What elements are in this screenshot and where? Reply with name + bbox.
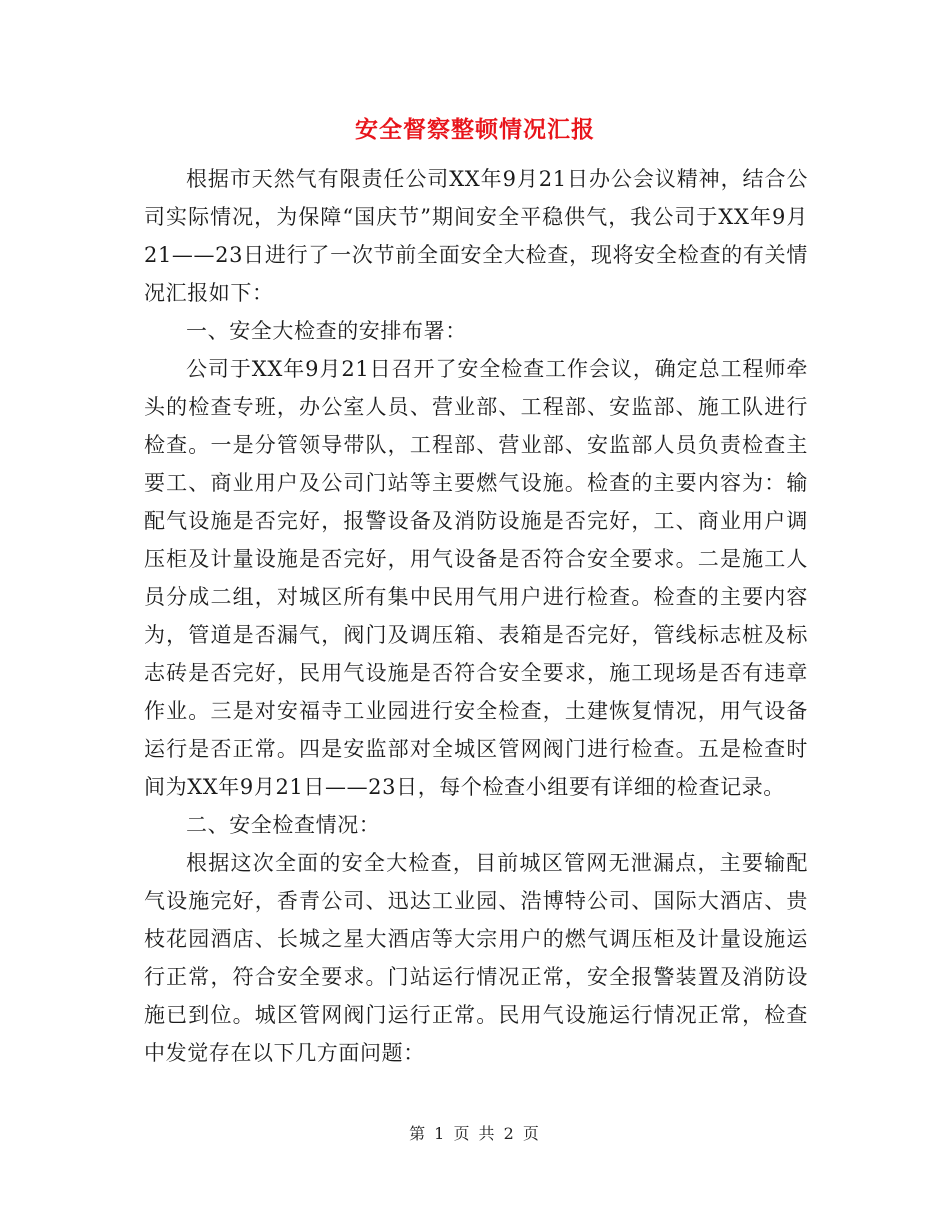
document-title: 安全督察整顿情况汇报 (355, 116, 595, 143)
paragraph-inspection: 根据这次全面的安全大检查，目前城区管网无泄漏点，主要输配气设施完好，香青公司、迅达工业园、浩博特公司、国际大酒店、贵枝花园酒店、长城之星大酒店等大宗用户的燃气调压柜及计量设施运行正常，符合安全要求。门站运行情况正常，安全报警装置及消防设施已到位。城区管网阀门运行正常。民用气设施运行情况正常，检查中发觉存在以下几方面问题： (144, 851, 808, 1065)
document-body (144, 160, 808, 1072)
page-footer: 第 1 页 共 2 页 (409, 1124, 541, 1143)
section-heading-inspection: 二、安全检查情况： (186, 813, 381, 837)
paragraph-arrangement: 公司于XX年9月21日召开了安全检查工作会议，确定总工程师牵头的检查专班，办公室人员、营业部、工程部、安监部、施工队进行检查。一是分管领导带队，工程部、营业部、安监部人员负责检查主要工、商业用户及公司门站等主要燃气设施。检查的主要内容为：输配气设施是否完好，报警设备及消防设施是否完好，工、商业用户调压柜及计量设施是否完好，用气设备是否符合安全要求。二是施工人员分成二组，对城区所有集中民用气用户进行检查。检查的主要内容为，管道是否漏气，阀门及调压箱、表箱是否完好，管线标志桩及标志砖是否完好，民用气设施是否符合安全要求，施工现场是否有违章作业。三是对安福寺工业园进行安全检查，土建恢复情况，用气设备运行是否正常。四是安监部对全城区管网阀门进行检查。五是检查时间为XX年9月21日——23日，每个检查小组要有详细的检查记录。 (144, 357, 808, 799)
section-heading-arrangement: 一、安全大检查的安排布署： (186, 319, 467, 343)
paragraph-intro: 根据市天然气有限责任公司XX年9月21日办公会议精神，结合公司实际情况，为保障“国庆节”期间安全平稳供气，我公司于XX年9月21——23日进行了一次节前全面安全大检查，现将安全检查的有关情况汇报如下： (144, 167, 808, 305)
